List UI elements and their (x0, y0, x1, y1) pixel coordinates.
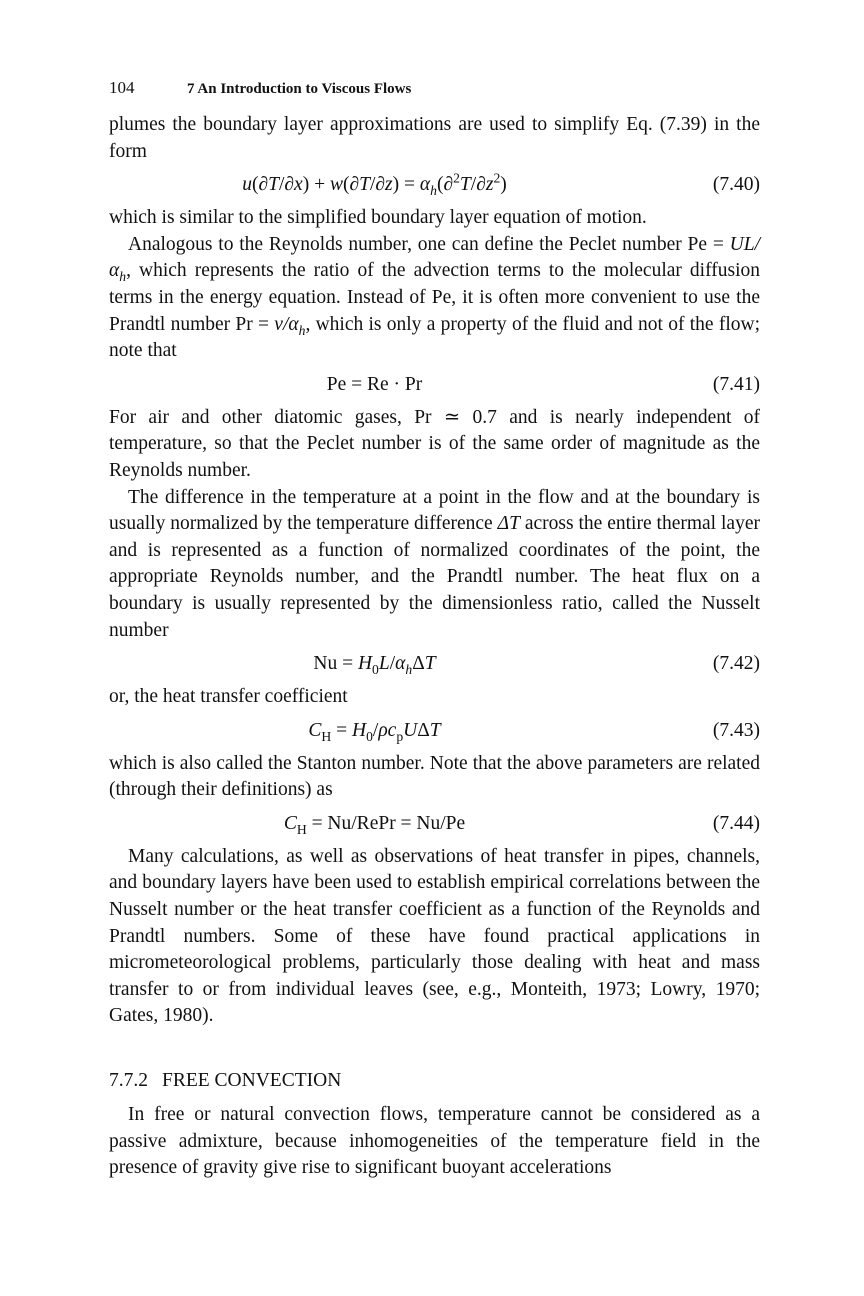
equation-7-42 (109, 644, 760, 684)
text-run: Analogous to the Reynolds number, one can define the Peclet number Pe = (128, 233, 730, 255)
equation-7-40-expression: $u(\partial T/\partial x) + w(\partial T/\partial z) = \alpha_h(\partial^2T/\partial z^2)$ (242, 170, 507, 199)
subscript: h (119, 269, 127, 285)
paragraph-1: plumes the boundary layer approximations are used to simplify Eq. (7.39) in the form (109, 114, 760, 162)
section-number: 7.7.2 (109, 1070, 148, 1092)
equation-number: (7.41) (712, 373, 760, 395)
prandtl-definition (274, 313, 306, 338)
text-run: UL/α (109, 233, 760, 282)
equation-number: (7.42) (712, 653, 760, 675)
section-title: FREE CONVECTION (162, 1070, 342, 1092)
equation-7-41 (109, 365, 760, 405)
paragraph-3 (109, 232, 760, 365)
equation-number: (7.43) (712, 719, 760, 741)
paragraph-9: In free or natural convection flows, temperature cannot be considered as a passive admixture, because inhomogeneities of the temperature field in the presence of gravity give rise to significant buoyant accelerations (109, 1104, 760, 1179)
paragraph-5 (109, 485, 760, 645)
section-heading (109, 1068, 760, 1094)
text-run: across the entire thermal layer and is represented as a function of normalized coordinates of the point, the appropriate Reynolds number, and the Prandtl number. The heat flux on a boundary is usually represented by the dimensionless ratio, called the Nusselt number (109, 513, 760, 641)
equation-7-43-expression: $C_H = H_0/\rho c_pU\Delta T$ (308, 719, 441, 744)
text-run: ν/α (274, 313, 299, 335)
subscript: h (298, 322, 306, 338)
equation-7-42-expression: $Nu = H_0L/\alpha_h\Delta T$ (313, 653, 436, 677)
page-number: 104 (109, 78, 135, 97)
paragraph-4: For air and other diatomic gases, Pr ≃ 0.7 and is nearly independent of temperature, so that the Peclet number is of the same order of magnitude as the Reynolds number. (109, 406, 760, 481)
text-run: , which represents the ratio of the advection terms to the molecular diffusion terms in the energy equation. Instead of Pe, it is often more convenient to use the Prandtl number Pr = (109, 260, 760, 335)
equation-number: (7.40) (712, 174, 760, 196)
equation-7-40 (109, 165, 760, 205)
equation-7-44 (109, 804, 760, 844)
equation-7-43 (109, 711, 760, 751)
paragraph-8: Many calculations, as well as observations of heat transfer in pipes, channels, and boundary layers have been used to establish empirical correlations between the Nusselt number or the heat transfer coefficient as a function of the Reynolds and Prandtl numbers. Some of these have found practical applications in micrometeorological problems, particularly those dealing with heat and mass transfer to or from individual leaves (see, e.g., Monteith, 1973; Lowry, 1970; Gates, 1980). (109, 845, 760, 1027)
delta-t: ΔT (497, 513, 520, 535)
text-run: , which is only a property of the fluid and not of the flow; note that (109, 313, 760, 362)
equation-7-44-expression: $C_H$ = Nu/RePr = Nu/Pe (283, 812, 466, 837)
running-header (109, 78, 760, 106)
running-title: 7 An Introduction to Viscous Flows (187, 81, 412, 97)
paragraph-7: which is also called the Stanton number. Note that the above parameters are related (through their definitions) as (109, 752, 760, 801)
equation-7-41-expression: Pe = Re · Pr (326, 373, 423, 395)
page-content (109, 78, 760, 1182)
paragraph-2: which is similar to the simplified boundary layer equation of motion. (109, 207, 647, 229)
text-run: The difference in the temperature at a point in the flow and at the boundary is usually normalized by the temperature difference (109, 486, 760, 535)
equation-number: (7.44) (712, 812, 760, 834)
paragraph-6: or, the heat transfer coefficient (109, 686, 348, 708)
